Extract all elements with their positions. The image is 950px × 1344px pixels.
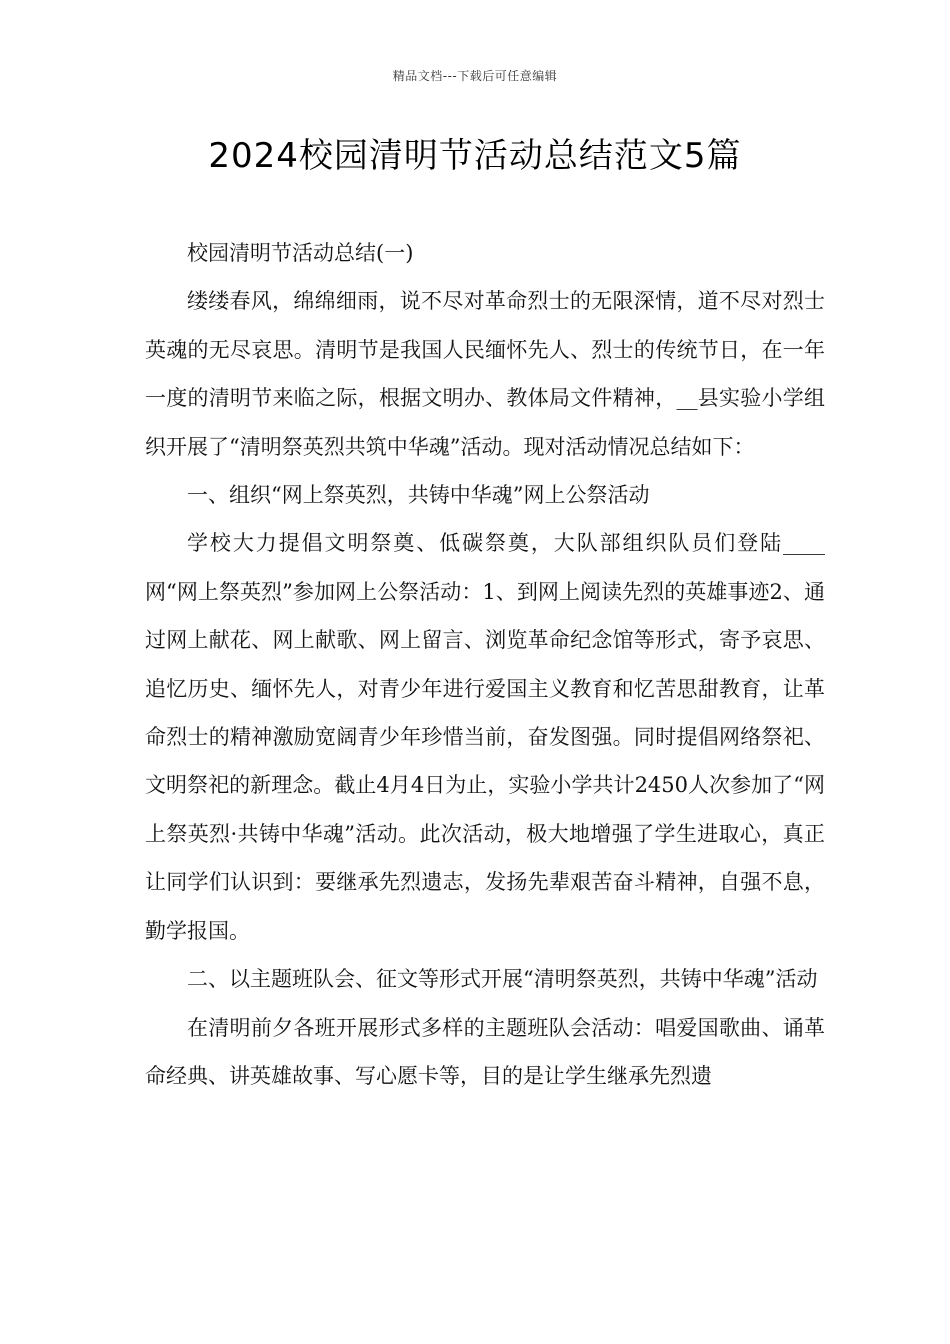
body-paragraph: 缕缕春风，绵绵细雨，说不尽对革命烈士的无限深情，道不尽对烈士英魂的无尽哀思。清明节是我国人民缅怀先人、烈士的传统节日，在一年一度的清明节来临之际，根据文明办、教体局文件精神，__县实验小学组织开展了“清明祭英烈共筑中华魂”活动。现对活动情况总结如下： [145, 289, 825, 459]
body-paragraph: 在清明前夕各班开展形式多样的主题班队会活动：唱爱国歌曲、诵革命经典、讲英雄故事、写心愿卡等，目的是让学生继承先烈遗 [145, 1015, 825, 1088]
body-paragraph: 学校大力提倡文明祭奠、低碳祭奠，大队部组织队员们登陆____网“网上祭英烈”参加网上公祭活动：1、到网上阅读先烈的英雄事迹2、通过网上献花、网上献歌、网上留言、浏览革命纪念馆等形式，寄予哀思、追忆历史、缅怀先人，对青少年进行爱国主义教育和忆苦思甜教育，让革命烈士的精神激励宽阔青少年珍惜当前，奋发图强。同时提倡网络祭祀、文明祭祀的新理念。截止4月4日为止，实验小学共计2450人次参加了“网上祭英烈·共铸中华魂”活动。此次活动，极大地增强了学生进取心，真正让同学们认识到：要继承先烈遗志，发扬先辈艰苦奋斗精神，自强不息，勤学报国。 [145, 531, 825, 943]
subsection-heading: 一、组织“网上祭英烈，共铸中华魂”网上公祭活动 [187, 483, 650, 508]
document-body [145, 229, 825, 1100]
page-header: 精品文档---下载后可任意编辑 [392, 69, 558, 83]
document-title: 2024校园清明节活动总结范文5篇 [208, 136, 742, 176]
section-heading-1: 校园清明节活动总结(一) [187, 241, 414, 265]
subsection-heading: 二、以主题班队会、征文等形式开展“清明祭英烈，共铸中华魂”活动 [187, 967, 818, 992]
